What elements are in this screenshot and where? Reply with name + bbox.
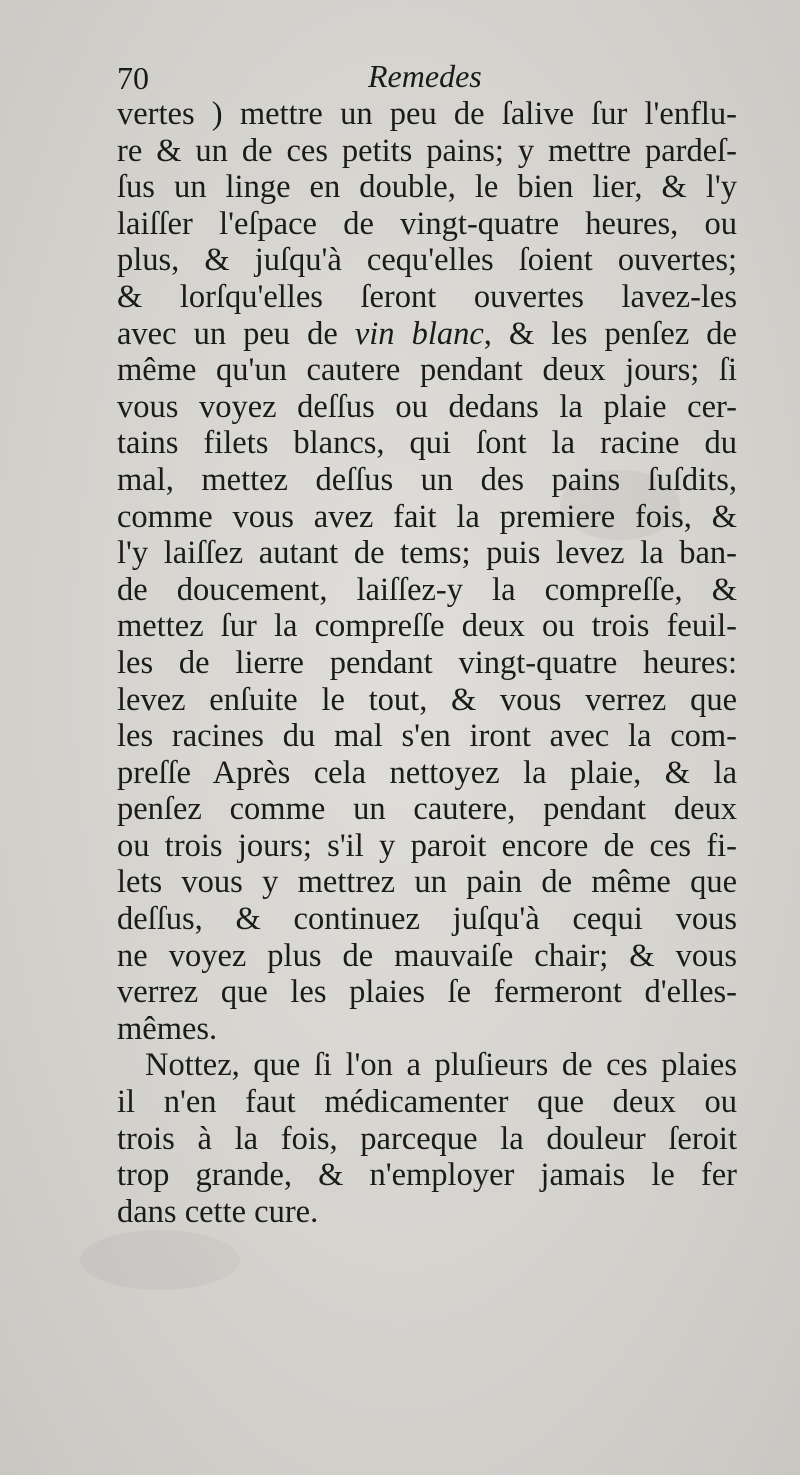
text-line: l'y laiſſez autant de tems; puis levez la ban- [117, 535, 737, 572]
text-line: deſſus, & continuez juſqu'à cequi vous [117, 901, 737, 938]
text-line: comme vous avez fait la premiere fois, & [117, 498, 737, 535]
body-text [117, 96, 737, 1230]
text-line: preſſe Après cela nettoyez la plaie, & la [117, 754, 737, 791]
text-line: tains filets blancs, qui ſont la racine du [117, 425, 737, 462]
text-line: ne voyez plus de mauvaiſe chair; & vous [117, 937, 737, 974]
text-line: mal, mettez deſſus un des pains ſuſdits, [117, 461, 737, 498]
text-line: même qu'un cautere pendant deux jours; ſi [117, 352, 737, 389]
text-line: laiſſer l'eſpace de vingt-quatre heures, ou [117, 205, 737, 242]
text-line: penſez comme un cautere, pendant deux [117, 791, 737, 828]
text-line: trop grande, & n'employer jamais le fer [117, 1157, 737, 1194]
text-line: vous voyez deſſus ou dedans la plaie cer- [117, 388, 737, 425]
text-line: mettez ſur la compreſſe deux ou trois feuil- [117, 608, 737, 645]
page-number: 70 [117, 60, 149, 96]
italic-phrase: vin blanc [354, 315, 484, 352]
text-line: ſus un linge en double, le bien lier, & l'y [117, 169, 737, 206]
text-line: levez enſuite le tout, & vous verrez que [117, 681, 737, 718]
text-line: lets vous y mettrez un pain de même que [117, 864, 737, 901]
text-line: dans cette cure. [117, 1193, 319, 1230]
text-line: Nottez, que ſi l'on a pluſieurs de ces plaies [145, 1047, 737, 1084]
text-line: vertes ) mettre un peu de ſalive ſur l'enflu- [117, 96, 737, 132]
text-line: les de lierre pendant vingt-quatre heures: [117, 644, 737, 681]
text-line: plus, & juſqu'à cequ'elles ſoient ouvertes; [117, 242, 737, 279]
paper-stain [80, 1230, 240, 1290]
page-header [115, 60, 735, 100]
text-line: mêmes. [117, 1010, 218, 1047]
text-line: verrez que les plaies ſe fermeront d'elles- [117, 974, 737, 1011]
running-head: Remedes [368, 58, 482, 94]
text-line: de doucement, laiſſez-y la compreſſe, & [117, 571, 737, 608]
text-line: les racines du mal s'en iront avec la com- [117, 718, 737, 755]
text-line: trois à la fois, parceque la douleur ſeroit [117, 1120, 737, 1157]
text-line: il n'en faut médicamenter que deux ou [117, 1084, 737, 1121]
text-line: & lorſqu'elles ſeront ouvertes lavez-les [117, 278, 737, 315]
text-line: re & un de ces petits pains; y mettre pardeſ- [117, 132, 737, 169]
text-line: ou trois jours; s'il y paroit encore de ces fi- [117, 827, 737, 864]
text-line: avec un peu de vin blanc, & les penſez de [117, 315, 737, 352]
